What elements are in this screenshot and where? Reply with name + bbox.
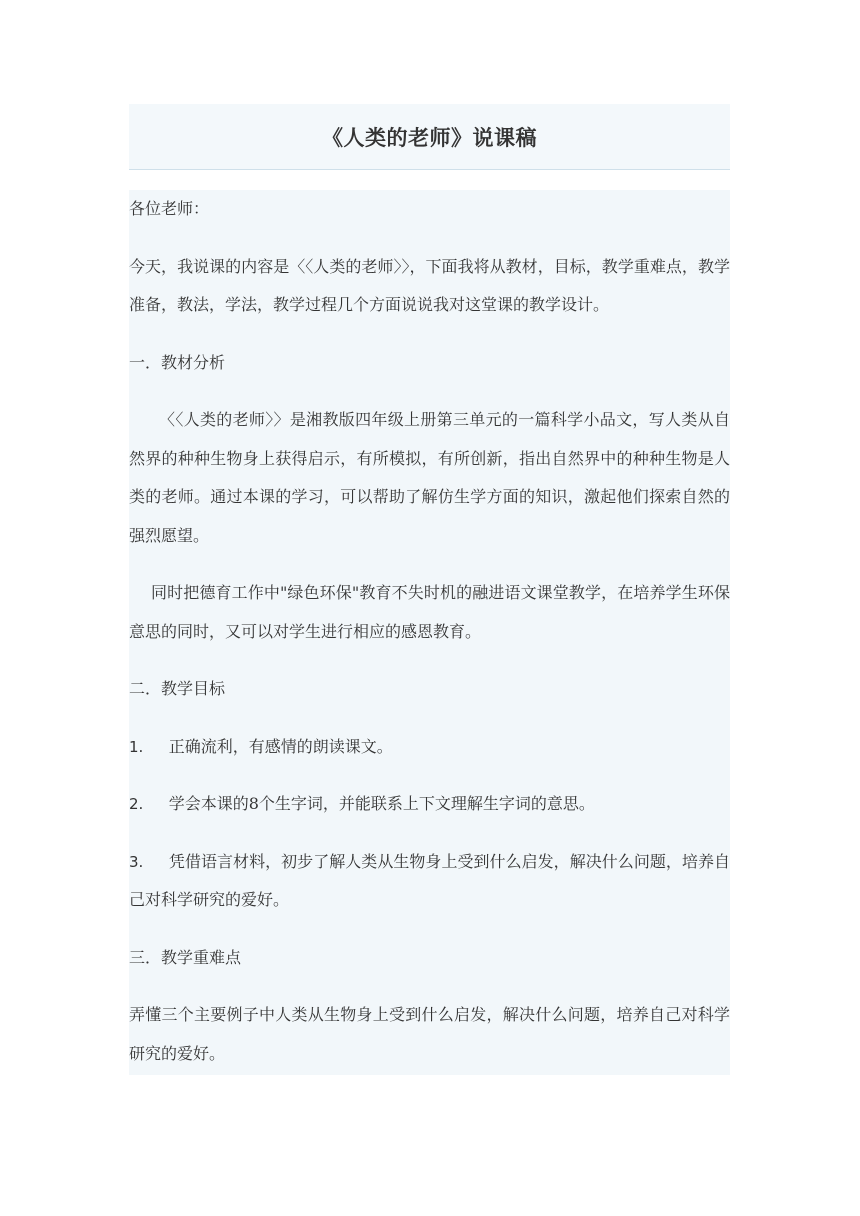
- document-page: [129, 104, 730, 1075]
- materials-paragraph-1: 〈〈人类的老师〉〉是湘教版四年级上册第三单元的一篇科学小品文，写人类从自然界的种种生物身上获得启示，有所模拟，有所创新，指出自然界中的种种生物是人类的老师。通过本课的学习，可以帮助了解仿生学方面的知识，激起他们探索自然的强烈愿望。: [129, 410, 730, 545]
- greeting: 各位老师：: [129, 199, 210, 218]
- intro-paragraph: 今天，我说课的内容是〈〈人类的老师〉〉，下面我将从教材，目标，教学重难点，教学准备，教法，学法，教学过程几个方面说说我对这堂课的教学设计。: [129, 256, 730, 314]
- document-title: 《人类的老师》说课稿: [322, 126, 537, 150]
- goal-item-3: 3. 凭借语言材料，初步了解人类从生物身上受到什么启发，解决什么问题，培养自己对科学研究的爱好。: [129, 851, 730, 909]
- key-points-paragraph: 弄懂三个主要例子中人类从生物身上受到什么启发，解决什么问题，培养自己对科学研究的爱好。: [129, 1005, 730, 1063]
- section-heading-materials: 一．教材分析: [129, 352, 226, 372]
- document-body: [129, 190, 730, 1075]
- goal-item-2: 2. 学会本课的8个生字词，并能联系上下文理解生字词的意思。: [129, 794, 595, 813]
- section-heading-goals: 二．教学目标: [129, 679, 226, 698]
- section-heading-key-points: 三．教学重难点: [129, 947, 242, 967]
- title-bar: [129, 104, 730, 170]
- goal-item-1: 1. 正确流利，有感情的朗读课文。: [129, 736, 393, 756]
- materials-paragraph-2: 同时把德育工作中"绿色环保"教育不失时机的融进语文课堂教学，在培养学生环保意思的同时，又可以对学生进行相应的感恩教育。: [129, 583, 730, 641]
